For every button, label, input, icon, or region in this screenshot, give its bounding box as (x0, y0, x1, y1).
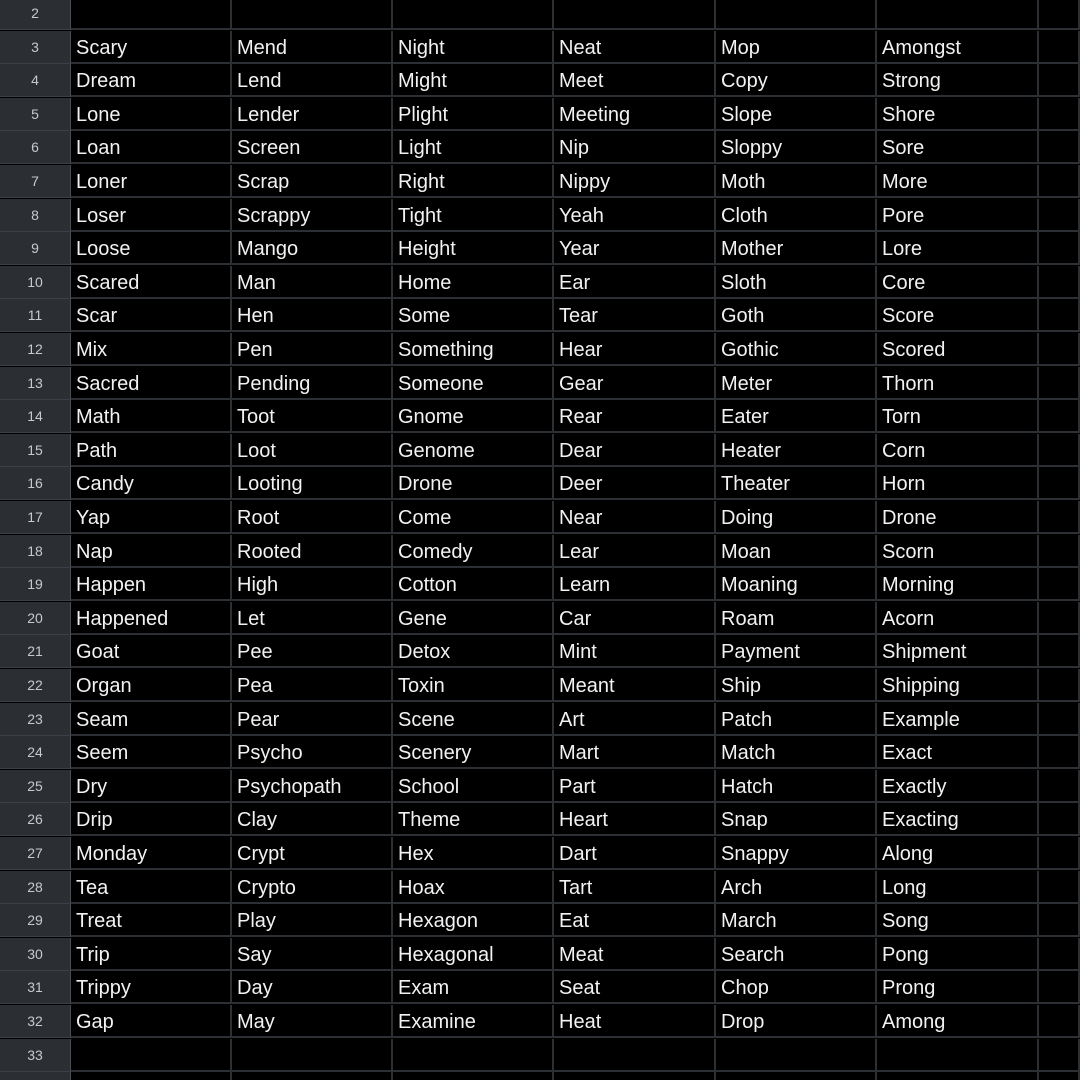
sheet-cell[interactable]: Scrap (232, 165, 393, 198)
sheet-cell[interactable] (1039, 770, 1080, 803)
sheet-cell[interactable]: Heat (554, 1005, 716, 1038)
sheet-cell[interactable]: Torn (877, 400, 1039, 433)
sheet-row (0, 837, 1080, 870)
sheet-cell[interactable]: Comedy (393, 535, 554, 568)
sheet-cell[interactable]: Pea (232, 669, 393, 702)
sheet-row (0, 1005, 1080, 1038)
sheet-cell[interactable]: School (393, 770, 554, 803)
sheet-cell[interactable] (1039, 635, 1080, 668)
sheet-cell[interactable]: Gap (71, 1005, 232, 1038)
sheet-cell[interactable]: Rooted (232, 535, 393, 568)
sheet-cell[interactable]: Light (393, 131, 554, 164)
row-header[interactable]: 19 (0, 568, 71, 601)
sheet-cell[interactable]: Scenery (393, 736, 554, 769)
sheet-cell[interactable]: Sacred (71, 367, 232, 400)
sheet-cell[interactable]: Eat (554, 904, 716, 937)
sheet-cell[interactable]: Search (716, 938, 877, 971)
sheet-cell[interactable]: Hexagonal (393, 938, 554, 971)
sheet-row (0, 635, 1080, 668)
sheet-cell[interactable] (1039, 837, 1080, 870)
sheet-row (0, 602, 1080, 635)
sheet-cell[interactable]: Chop (716, 971, 877, 1004)
sheet-row (0, 1039, 1080, 1072)
sheet-cell[interactable] (716, 1072, 877, 1080)
sheet-cell[interactable]: Tart (554, 871, 716, 904)
sheet-cell[interactable]: Exam (393, 971, 554, 1004)
sheet-row (0, 1072, 1080, 1080)
sheet-cell[interactable]: Yeah (554, 199, 716, 232)
sheet-cell[interactable]: Plight (393, 98, 554, 131)
sheet-cell[interactable]: Neat (554, 31, 716, 64)
sheet-cell[interactable]: Theater (716, 467, 877, 500)
sheet-cell[interactable]: Drop (716, 1005, 877, 1038)
row-header[interactable]: 24 (0, 736, 71, 769)
sheet-cell[interactable] (1039, 535, 1080, 568)
sheet-cell[interactable]: Roam (716, 602, 877, 635)
sheet-cell[interactable] (71, 1072, 232, 1080)
row-header[interactable]: 15 (0, 434, 71, 467)
sheet-cell[interactable]: Among (877, 1005, 1039, 1038)
sheet-cell[interactable]: Patch (716, 703, 877, 736)
sheet-cell[interactable]: Root (232, 501, 393, 534)
sheet-cell[interactable]: Cloth (716, 199, 877, 232)
sheet-cell[interactable]: Looting (232, 467, 393, 500)
sheet-cell[interactable]: Pong (877, 938, 1039, 971)
sheet-cell[interactable]: Drip (71, 803, 232, 836)
sheet-row (0, 98, 1080, 131)
sheet-cell[interactable]: Eater (716, 400, 877, 433)
sheet-cell[interactable]: Play (232, 904, 393, 937)
sheet-cell[interactable]: Nap (71, 535, 232, 568)
sheet-row (0, 770, 1080, 803)
sheet-cell[interactable] (1039, 0, 1080, 30)
sheet-cell[interactable] (1039, 131, 1080, 164)
sheet-cell[interactable] (1039, 602, 1080, 635)
sheet-cell[interactable]: Ship (716, 669, 877, 702)
sheet-cell[interactable] (1039, 64, 1080, 97)
sheet-cell[interactable]: Say (232, 938, 393, 971)
sheet-cell[interactable]: Nip (554, 131, 716, 164)
sheet-cell[interactable]: Let (232, 602, 393, 635)
sheet-row (0, 299, 1080, 332)
sheet-cell[interactable]: Mother (716, 232, 877, 265)
row-header[interactable]: 7 (0, 165, 71, 198)
sheet-cell[interactable]: Gnome (393, 400, 554, 433)
sheet-cell[interactable] (393, 1039, 554, 1072)
sheet-cell[interactable]: Exactly (877, 770, 1039, 803)
row-header[interactable]: 28 (0, 871, 71, 904)
sheet-cell[interactable] (1039, 199, 1080, 232)
sheet-cell[interactable]: Crypto (232, 871, 393, 904)
sheet-cell[interactable]: Corn (877, 434, 1039, 467)
sheet-cell[interactable] (1039, 1039, 1080, 1072)
sheet-cell[interactable]: Ear (554, 266, 716, 299)
sheet-cell[interactable] (1039, 98, 1080, 131)
sheet-cell[interactable]: Pore (877, 199, 1039, 232)
sheet-cell[interactable]: Happen (71, 568, 232, 601)
row-header[interactable]: 33 (0, 1039, 71, 1072)
sheet-cell[interactable]: Home (393, 266, 554, 299)
sheet-row (0, 333, 1080, 366)
sheet-cell[interactable]: Pending (232, 367, 393, 400)
sheet-cell[interactable]: Scared (71, 266, 232, 299)
sheet-row (0, 669, 1080, 702)
sheet-cell[interactable]: Deer (554, 467, 716, 500)
sheet-cell[interactable] (1039, 165, 1080, 198)
row-header[interactable]: 10 (0, 266, 71, 299)
sheet-cell[interactable]: Loot (232, 434, 393, 467)
sheet-cell[interactable]: Car (554, 602, 716, 635)
sheet-cell[interactable]: Organ (71, 669, 232, 702)
sheet-cell[interactable] (1039, 400, 1080, 433)
sheet-cell[interactable]: Loser (71, 199, 232, 232)
sheet-cell[interactable]: Scary (71, 31, 232, 64)
row-header[interactable]: 6 (0, 131, 71, 164)
sheet-cell[interactable]: Psychopath (232, 770, 393, 803)
sheet-cell[interactable]: Might (393, 64, 554, 97)
sheet-cell[interactable]: Scene (393, 703, 554, 736)
row-header[interactable]: 27 (0, 837, 71, 870)
sheet-cell[interactable]: Part (554, 770, 716, 803)
row-header[interactable]: 22 (0, 669, 71, 702)
sheet-cell[interactable]: Genome (393, 434, 554, 467)
sheet-cell[interactable]: Shipping (877, 669, 1039, 702)
sheet-cell[interactable] (1039, 669, 1080, 702)
sheet-cell[interactable]: Song (877, 904, 1039, 937)
sheet-cell[interactable]: More (877, 165, 1039, 198)
sheet-cell[interactable] (1039, 803, 1080, 836)
sheet-cell[interactable]: Lone (71, 98, 232, 131)
sheet-cell[interactable]: Gene (393, 602, 554, 635)
sheet-cell[interactable]: Hex (393, 837, 554, 870)
sheet-cell[interactable]: Near (554, 501, 716, 534)
sheet-cell[interactable]: Mango (232, 232, 393, 265)
sheet-cell[interactable]: Meter (716, 367, 877, 400)
sheet-cell[interactable]: Toxin (393, 669, 554, 702)
sheet-cell[interactable]: Scar (71, 299, 232, 332)
sheet-cell[interactable]: Drone (877, 501, 1039, 534)
sheet-cell[interactable]: Gothic (716, 333, 877, 366)
row-header[interactable]: 31 (0, 971, 71, 1004)
sheet-cell[interactable]: Slope (716, 98, 877, 131)
sheet-cell[interactable]: Treat (71, 904, 232, 937)
row-header[interactable]: 4 (0, 64, 71, 97)
sheet-cell[interactable]: Goat (71, 635, 232, 668)
sheet-cell[interactable] (1039, 333, 1080, 366)
sheet-cell[interactable]: Detox (393, 635, 554, 668)
sheet-cell[interactable] (554, 0, 716, 30)
row-header[interactable]: 8 (0, 199, 71, 232)
sheet-row (0, 0, 1080, 30)
sheet-cell[interactable]: Path (71, 434, 232, 467)
sheet-cell[interactable] (1039, 266, 1080, 299)
sheet-cell[interactable]: Some (393, 299, 554, 332)
sheet-cell[interactable]: Loose (71, 232, 232, 265)
sheet-cell[interactable]: Scorn (877, 535, 1039, 568)
sheet-row (0, 31, 1080, 64)
row-header[interactable]: 11 (0, 299, 71, 332)
sheet-cell[interactable]: Copy (716, 64, 877, 97)
sheet-row (0, 131, 1080, 164)
sheet-row (0, 232, 1080, 265)
sheet-cell[interactable]: Toot (232, 400, 393, 433)
sheet-cell[interactable]: Moaning (716, 568, 877, 601)
row-header[interactable]: 16 (0, 467, 71, 500)
sheet-cell[interactable]: Hen (232, 299, 393, 332)
sheet-cell[interactable]: Dear (554, 434, 716, 467)
sheet-cell[interactable]: Man (232, 266, 393, 299)
row-header[interactable]: 20 (0, 602, 71, 635)
sheet-cell[interactable]: Meat (554, 938, 716, 971)
sheet-cell[interactable]: Clay (232, 803, 393, 836)
sheet-cell[interactable]: Right (393, 165, 554, 198)
sheet-cell[interactable]: March (716, 904, 877, 937)
sheet-cell[interactable]: Candy (71, 467, 232, 500)
row-header[interactable]: 32 (0, 1005, 71, 1038)
sheet-cell[interactable] (877, 0, 1039, 30)
sheet-cell[interactable] (1039, 736, 1080, 769)
sheet-cell[interactable]: Doing (716, 501, 877, 534)
sheet-row (0, 803, 1080, 836)
sheet-cell[interactable]: Monday (71, 837, 232, 870)
sheet-row (0, 501, 1080, 534)
sheet-cell[interactable] (1039, 871, 1080, 904)
sheet-cell[interactable] (1039, 501, 1080, 534)
sheet-cell[interactable]: Mop (716, 31, 877, 64)
sheet-cell[interactable] (877, 1072, 1039, 1080)
sheet-cell[interactable]: Theme (393, 803, 554, 836)
row-header[interactable]: 9 (0, 232, 71, 265)
sheet-cell[interactable]: Trip (71, 938, 232, 971)
sheet-cell[interactable] (1039, 367, 1080, 400)
row-header[interactable]: 29 (0, 904, 71, 937)
sheet-cell[interactable]: Sore (877, 131, 1039, 164)
sheet-cell[interactable]: Loner (71, 165, 232, 198)
sheet-cell[interactable]: Something (393, 333, 554, 366)
sheet-row (0, 938, 1080, 971)
sheet-cell[interactable]: Learn (554, 568, 716, 601)
sheet-cell[interactable]: Seat (554, 971, 716, 1004)
sheet-cell[interactable]: Hexagon (393, 904, 554, 937)
sheet-cell[interactable]: Pen (232, 333, 393, 366)
row-header[interactable]: 17 (0, 501, 71, 534)
sheet-cell[interactable]: Yap (71, 501, 232, 534)
sheet-cell[interactable] (554, 1072, 716, 1080)
row-header[interactable]: 13 (0, 367, 71, 400)
sheet-cell[interactable]: Exact (877, 736, 1039, 769)
sheet-row (0, 703, 1080, 736)
sheet-cell[interactable]: Screen (232, 131, 393, 164)
sheet-cell[interactable]: Example (877, 703, 1039, 736)
sheet-cell[interactable]: Height (393, 232, 554, 265)
sheet-cell[interactable] (71, 1039, 232, 1072)
sheet-cell[interactable] (232, 0, 393, 30)
sheet-cell[interactable]: Exacting (877, 803, 1039, 836)
sheet-cell[interactable] (1039, 299, 1080, 332)
row-header[interactable]: 3 (0, 31, 71, 64)
sheet-cell[interactable]: Lender (232, 98, 393, 131)
sheet-cell[interactable]: Goth (716, 299, 877, 332)
sheet-cell[interactable]: Seam (71, 703, 232, 736)
sheet-row (0, 367, 1080, 400)
sheet-cell[interactable]: Tight (393, 199, 554, 232)
sheet-cell[interactable]: Come (393, 501, 554, 534)
sheet-cell[interactable]: Thorn (877, 367, 1039, 400)
row-header[interactable]: 18 (0, 535, 71, 568)
sheet-cell[interactable]: Lear (554, 535, 716, 568)
sheet-cell[interactable]: Moth (716, 165, 877, 198)
sheet-cell[interactable]: Along (877, 837, 1039, 870)
sheet-row (0, 266, 1080, 299)
sheet-cell[interactable]: Meeting (554, 98, 716, 131)
sheet-cell[interactable]: Mix (71, 333, 232, 366)
sheet-cell[interactable]: Snap (716, 803, 877, 836)
sheet-cell[interactable] (232, 1072, 393, 1080)
sheet-cell[interactable]: Lore (877, 232, 1039, 265)
sheet-cell[interactable] (1039, 703, 1080, 736)
sheet-cell[interactable]: Dart (554, 837, 716, 870)
sheet-cell[interactable] (554, 1039, 716, 1072)
sheet-cell[interactable]: Happened (71, 602, 232, 635)
sheet-cell[interactable] (393, 0, 554, 30)
sheet-cell[interactable]: Day (232, 971, 393, 1004)
sheet-cell[interactable] (1039, 568, 1080, 601)
row-header[interactable]: 12 (0, 333, 71, 366)
sheet-cell[interactable]: Lend (232, 64, 393, 97)
sheet-cell[interactable]: Nippy (554, 165, 716, 198)
sheet-cell[interactable]: Pear (232, 703, 393, 736)
sheet-cell[interactable]: Tear (554, 299, 716, 332)
sheet-cell[interactable] (1039, 938, 1080, 971)
sheet-cell[interactable]: Gear (554, 367, 716, 400)
sheet-cell[interactable] (1039, 1005, 1080, 1038)
sheet-row (0, 904, 1080, 937)
sheet-cell[interactable]: Hear (554, 333, 716, 366)
sheet-cell[interactable]: Amongst (877, 31, 1039, 64)
sheet-cell[interactable] (716, 0, 877, 30)
row-header[interactable]: 23 (0, 703, 71, 736)
sheet-row (0, 199, 1080, 232)
sheet-cell[interactable]: May (232, 1005, 393, 1038)
sheet-cell[interactable]: Psycho (232, 736, 393, 769)
row-header[interactable]: 21 (0, 635, 71, 668)
sheet-row (0, 736, 1080, 769)
sheet-cell[interactable]: Examine (393, 1005, 554, 1038)
sheet-cell[interactable]: Snappy (716, 837, 877, 870)
sheet-cell[interactable]: Horn (877, 467, 1039, 500)
sheet-cell[interactable] (1039, 232, 1080, 265)
sheet-cell[interactable]: Drone (393, 467, 554, 500)
sheet-cell[interactable]: Someone (393, 367, 554, 400)
sheet-cell[interactable]: Scrappy (232, 199, 393, 232)
sheet-cell[interactable]: Sloppy (716, 131, 877, 164)
sheet-cell[interactable]: Heart (554, 803, 716, 836)
sheet-cell[interactable]: Heater (716, 434, 877, 467)
sheet-row (0, 434, 1080, 467)
row-header[interactable]: 14 (0, 400, 71, 433)
sheet-cell[interactable]: Long (877, 871, 1039, 904)
sheet-cell[interactable] (716, 1039, 877, 1072)
sheet-cell[interactable] (1039, 904, 1080, 937)
sheet-cell[interactable]: Mint (554, 635, 716, 668)
sheet-cell[interactable]: Cotton (393, 568, 554, 601)
sheet-cell[interactable]: Loan (71, 131, 232, 164)
sheet-cell[interactable]: Seem (71, 736, 232, 769)
sheet-cell[interactable] (232, 1039, 393, 1072)
row-header[interactable] (0, 1072, 71, 1080)
sheet-cell[interactable]: Match (716, 736, 877, 769)
sheet-cell[interactable]: Pee (232, 635, 393, 668)
sheet-cell[interactable]: Payment (716, 635, 877, 668)
sheet-cell[interactable]: Hoax (393, 871, 554, 904)
sheet-cell[interactable]: Moan (716, 535, 877, 568)
sheet-cell[interactable]: Rear (554, 400, 716, 433)
sheet-cell[interactable]: Score (877, 299, 1039, 332)
sheet-cell[interactable] (1039, 31, 1080, 64)
sheet-cell[interactable] (393, 1072, 554, 1080)
row-header[interactable]: 26 (0, 803, 71, 836)
row-header[interactable]: 25 (0, 770, 71, 803)
sheet-row (0, 971, 1080, 1004)
sheet-row (0, 871, 1080, 904)
sheet-row (0, 64, 1080, 97)
sheet-cell[interactable]: Year (554, 232, 716, 265)
sheet-cell[interactable]: Meant (554, 669, 716, 702)
sheet-cell[interactable]: Acorn (877, 602, 1039, 635)
sheet-cell[interactable] (1039, 467, 1080, 500)
row-header[interactable]: 30 (0, 938, 71, 971)
sheet-cell[interactable]: Trippy (71, 971, 232, 1004)
sheet-cell[interactable]: Math (71, 400, 232, 433)
sheet-cell[interactable]: Morning (877, 568, 1039, 601)
sheet-cell[interactable]: Meet (554, 64, 716, 97)
sheet-cell[interactable]: Arch (716, 871, 877, 904)
row-header[interactable]: 2 (0, 0, 71, 30)
sheet-cell[interactable]: Dream (71, 64, 232, 97)
sheet-row (0, 535, 1080, 568)
sheet-cell[interactable] (1039, 971, 1080, 1004)
sheet-cell[interactable]: Tea (71, 871, 232, 904)
sheet-cell[interactable]: Shipment (877, 635, 1039, 668)
sheet-cell[interactable]: Strong (877, 64, 1039, 97)
sheet-cell[interactable]: Core (877, 266, 1039, 299)
sheet-cell[interactable]: High (232, 568, 393, 601)
row-header[interactable]: 5 (0, 98, 71, 131)
sheet-cell[interactable]: Scored (877, 333, 1039, 366)
sheet-cell[interactable]: Mart (554, 736, 716, 769)
sheet-cell[interactable]: Hatch (716, 770, 877, 803)
sheet-cell[interactable]: Mend (232, 31, 393, 64)
sheet-cell[interactable]: Shore (877, 98, 1039, 131)
sheet-cell[interactable]: Art (554, 703, 716, 736)
sheet-cell[interactable]: Sloth (716, 266, 877, 299)
sheet-cell[interactable]: Crypt (232, 837, 393, 870)
sheet-cell[interactable]: Prong (877, 971, 1039, 1004)
sheet-cell[interactable]: Dry (71, 770, 232, 803)
sheet-row (0, 467, 1080, 500)
sheet-cell[interactable] (1039, 1072, 1080, 1080)
sheet-cell[interactable] (877, 1039, 1039, 1072)
sheet-row (0, 165, 1080, 198)
sheet-row (0, 400, 1080, 433)
sheet-cell[interactable] (71, 0, 232, 30)
sheet-cell[interactable]: Night (393, 31, 554, 64)
sheet-cell[interactable] (1039, 434, 1080, 467)
sheet-row (0, 568, 1080, 601)
